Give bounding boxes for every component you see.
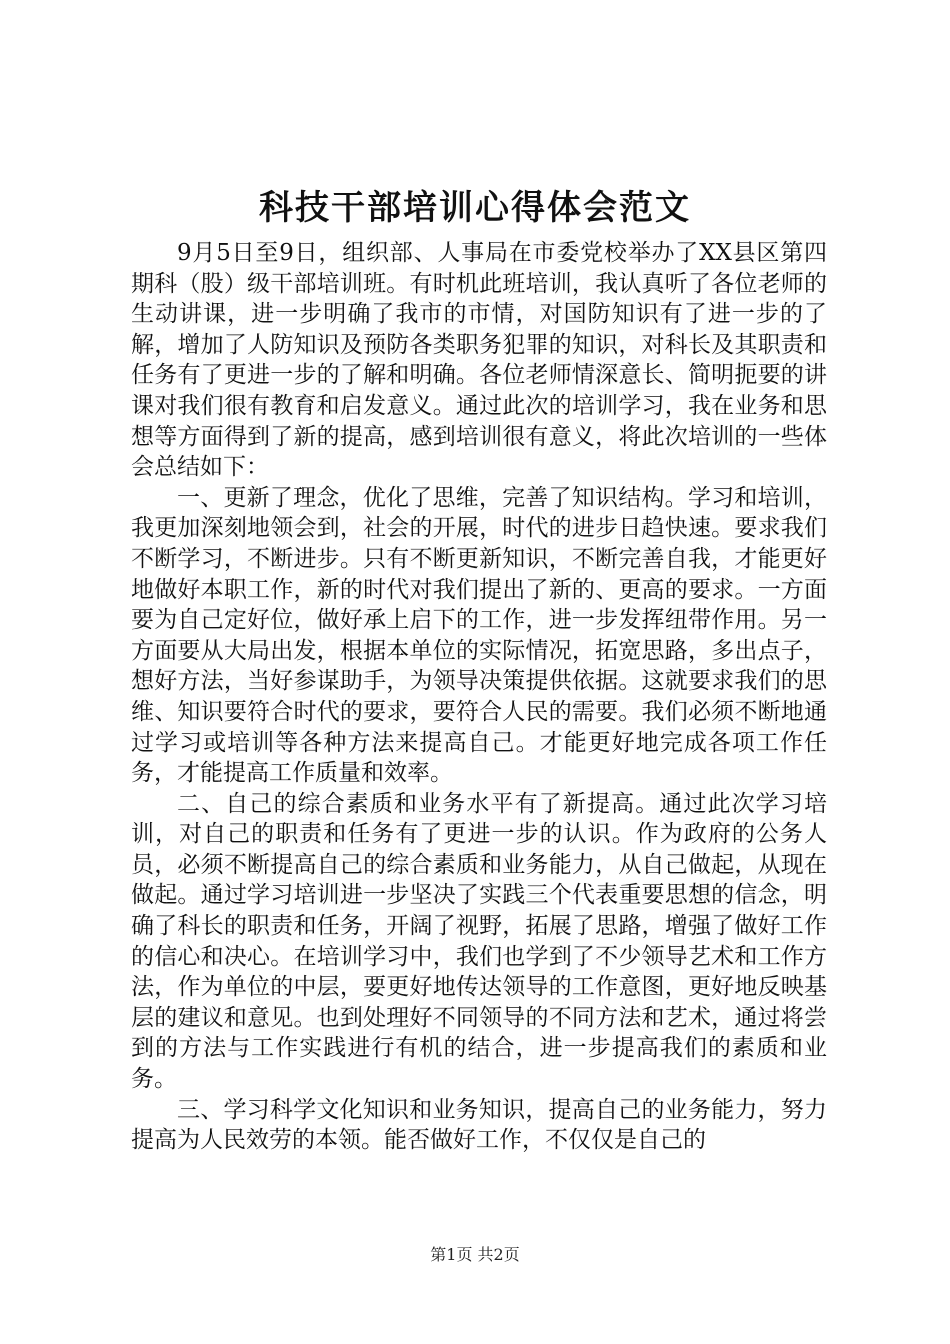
document-body <box>131 238 827 1156</box>
document-title: 科技干部培训心得体会范文 <box>259 188 691 228</box>
paragraph-intro: 9月5日至9日，组织部、人事局在市委党校举办了XX县区第四期科（股）级干部培训班。有时机此班培训，我认真听了各位老师的生动讲课，进一步明确了我市的市情，对国防知识有了进一步的了解，增加了人防知识及预防各类职务犯罪的知识，对科长及其职责和任务有了更进一步的了解和明确。各位老师情深意长、简明扼要的讲课对我们很有教育和启发意义。通过此次的培训学习，我在业务和思想等方面得到了新的提高，感到培训很有意义，将此次培训的一些体会总结如下： <box>131 240 827 481</box>
page-number-footer: 第1页 共2页 <box>430 1245 520 1264</box>
paragraph-point-three: 三、学习科学文化知识和业务知识，提高自己的业务能力，努力提高为人民效劳的本领。能否做好工作，不仅仅是自己的 <box>131 1096 827 1154</box>
paragraph-point-two: 二、自己的综合素质和业务水平有了新提高。通过此次学习培训，对自己的职责和任务有了更进一步的认识。作为政府的公务人员，必须不断提高自己的综合素质和业务能力，从自己做起，从现在做起。通过学习培训进一步坚决了实践三个代表重要思想的信念，明确了科长的职责和任务，开阔了视野，拓展了思路，增强了做好工作的信心和决心。在培训学习中，我们也学到了不少领导艺术和工作方法，作为单位的中层，要更好地传达领导的工作意图，更好地反映基层的建议和意见。也到处理好不同领导的不同方法和艺术，通过将尝到的方法与工作实践进行有机的结合，进一步提高我们的素质和业务。 <box>131 790 827 1093</box>
paragraph-point-one: 一、更新了理念，优化了思维，完善了知识结构。学习和培训，我更加深刻地领会到，社会的开展，时代的进步日趋快速。要求我们不断学习，不断进步。只有不断更新知识，不断完善自我，才能更好地做好本职工作，新的时代对我们提出了新的、更高的要求。一方面要为自己定好位，做好承上启下的工作，进一步发挥纽带作用。另一方面要从大局出发，根据本单位的实际情况，拓宽思路，多出点子，想好方法，当好参谋助手，为领导决策提供依据。这就要求我们的思维、知识要符合时代的要求，要符合人民的需要。我们必须不断地通过学习或培训等各种方法来提高自己。才能更好地完成各项工作任务，才能提高工作质量和效率。 <box>131 484 827 787</box>
